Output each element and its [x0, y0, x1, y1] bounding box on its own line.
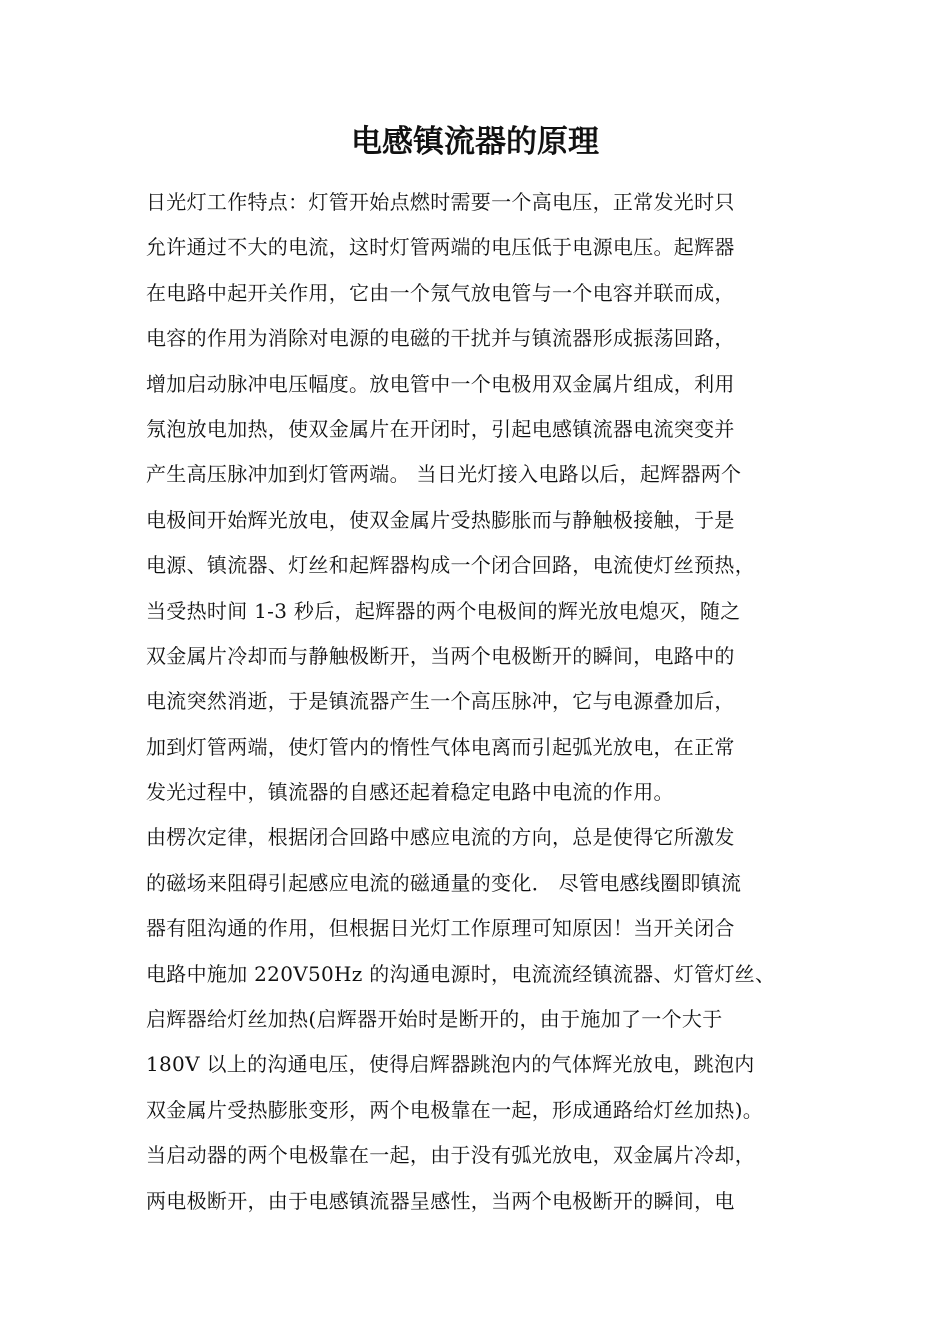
document-body [146, 180, 826, 1224]
body-text-line-content: 增加启动脉冲电压幅度。放电管中一个电极用双金属片组成，利用 [146, 371, 735, 396]
body-text-line [146, 679, 826, 724]
body-text-line [146, 225, 826, 270]
body-text-line [146, 452, 826, 497]
body-text-line [146, 1088, 826, 1133]
body-text-line-content: 允许通过不大的电流，这时灯管两端的电压低于电源电压。起辉器 [146, 235, 735, 260]
body-text-line-content: 电极间开始辉光放电，使双金属片受热膨胀而与静触极接触，于是 [146, 507, 735, 532]
body-text-line-content: 两电极断开，由于电感镇流器呈感性，当两个电极断开的瞬间，电 [146, 1188, 735, 1213]
body-text-line [146, 725, 826, 770]
body-text-line-content: 电源、镇流器、灯丝和起辉器构成一个闭合回路，电流使灯丝预热， [146, 553, 755, 578]
body-text-line [146, 815, 826, 860]
body-text-line [146, 1042, 826, 1087]
body-text-line-content: 180V 以上的沟通电压，使得启辉器跳泡内的气体辉光放电，跳泡内 [146, 1052, 755, 1077]
body-text-line-content: 双金属片受热膨胀变形，两个电极靠在一起，形成通路给灯丝加热)。 [146, 1097, 764, 1122]
body-text-line-content: 电路中施加 220V50Hz 的沟通电源时，电流流经镇流器、灯管灯丝、 [146, 961, 776, 986]
body-text-line-content: 当启动器的两个电极靠在一起，由于没有弧光放电，双金属片冷却， [146, 1143, 755, 1168]
body-text-line [146, 770, 826, 815]
body-text-line [146, 498, 826, 543]
body-text-line-content: 启辉器给灯丝加热(启辉器开始时是断开的，由于施加了一个大于 [146, 1007, 723, 1032]
body-text-line [146, 316, 826, 361]
body-text-line [146, 906, 826, 951]
body-text-line [146, 362, 826, 407]
body-text-line-content: 电容的作用为消除对电源的电磁的干扰并与镇流器形成振荡回路， [146, 326, 735, 351]
body-text-line [146, 952, 826, 997]
body-text-line [146, 271, 826, 316]
body-text-line [146, 1133, 826, 1178]
body-text-line-content: 氖泡放电加热，使双金属片在开闭时，引起电感镇流器电流突变并 [146, 416, 735, 441]
body-text-line [146, 861, 826, 906]
body-text-line [146, 1179, 826, 1224]
document-title: 电感镇流器的原理 [351, 124, 599, 160]
body-text-line [146, 407, 826, 452]
body-text-line-content: 双金属片冷却而与静触极断开，当两个电极断开的瞬间，电路中的 [146, 643, 735, 668]
body-text-line [146, 589, 826, 634]
body-text-line-content: 日光灯工作特点：灯管开始点燃时需要一个高电压，正常发光时只 [146, 190, 735, 214]
body-text-line-content: 的磁场来阻碍引起感应电流的磁通量的变化． 尽管电感线圈即镇流 [146, 870, 742, 895]
body-text-line-content: 由楞次定律，根据闭合回路中感应电流的方向，总是使得它所激发 [146, 825, 735, 850]
body-text-line [146, 180, 826, 225]
body-text-line-content: 发光过程中，镇流器的自感还起着稳定电路中电流的作用。 [146, 780, 674, 805]
body-text-line [146, 997, 826, 1042]
body-text-line [146, 543, 826, 588]
body-text-line-content: 器有阻沟通的作用，但根据日光灯工作原理可知原因！当开关闭合 [146, 916, 735, 941]
body-text-line-content: 加到灯管两端，使灯管内的惰性气体电离而引起弧光放电，在正常 [146, 734, 735, 759]
body-text-line [146, 634, 826, 679]
body-text-line-content: 当受热时间 1-3 秒后，起辉器的两个电极间的辉光放电熄灭，随之 [146, 598, 741, 623]
body-text-line-content: 电流突然消逝，于是镇流器产生一个高压脉冲，它与电源叠加后， [146, 689, 735, 714]
body-text-line-content: 在电路中起开关作用，它由一个氖气放电管与一个电容并联而成， [146, 280, 735, 305]
body-text-line-content: 产生高压脉冲加到灯管两端。 当日光灯接入电路以后，起辉器两个 [146, 462, 742, 487]
